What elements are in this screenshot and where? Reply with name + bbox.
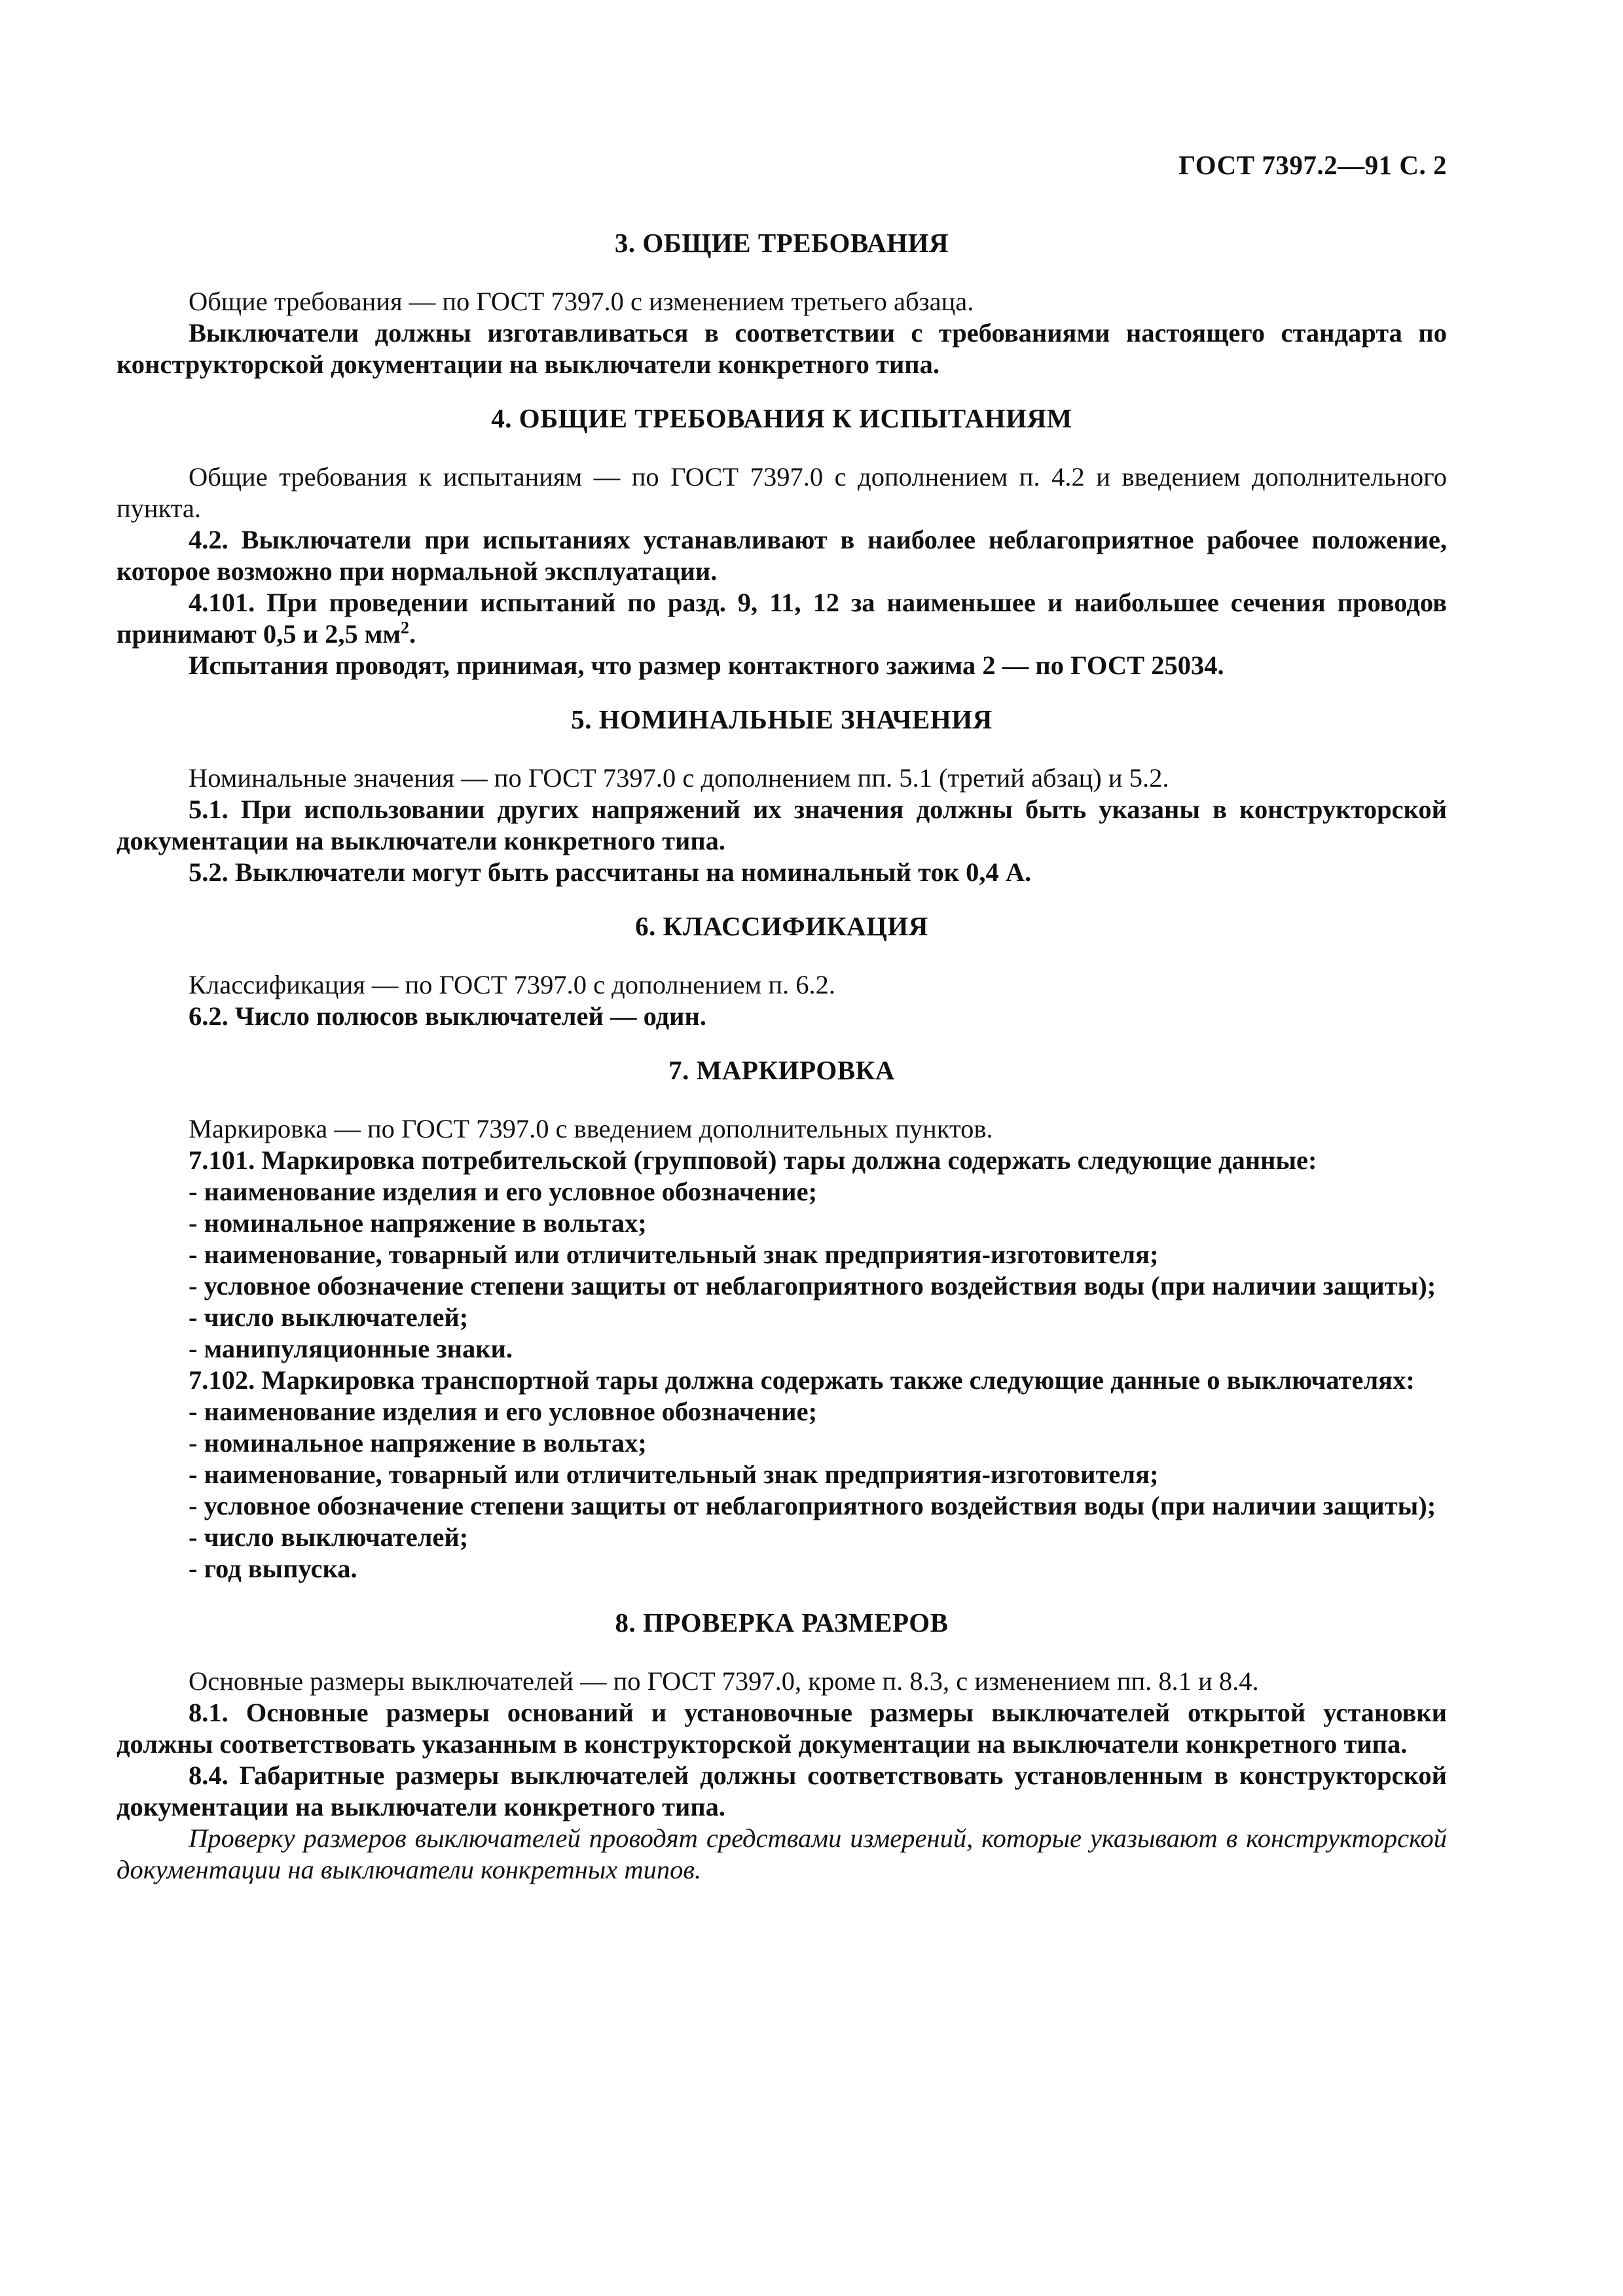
paragraph: 8.4. Габаритные размеры выключателей должны соответствовать установленным в конструкторской документации на выключатели конкретного типа. [117, 1761, 1447, 1821]
paragraph: 6.2. Число полюсов выключателей — один. [189, 1001, 706, 1031]
list-item: - наименование, товарный или отличительный знак предприятия-изготовителя; [189, 1460, 1159, 1489]
paragraph: Испытания проводят, принимая, что размер контактного зажима 2 — по ГОСТ 25034. [189, 651, 1224, 680]
paragraph: Классификация — по ГОСТ 7397.0 с дополнением п. 6.2. [189, 970, 836, 999]
paragraph-text: 4.101. При проведении испытаний по разд. 9, 11, 12 за наименьшее и наибольшее сечения проводов принимают 0,5 и 2,5 мм [117, 588, 1447, 649]
list-item: - условное обозначение степени защиты от неблагоприятного воздействия воды (при наличии защиты); [189, 1491, 1436, 1520]
paragraph: Общие требования — по ГОСТ 7397.0 с изменением третьего абзаца. [189, 287, 974, 316]
paragraph: Общие требования к испытаниям — по ГОСТ 7397.0 с дополнением п. 4.2 и введением дополнительного пункта. [117, 462, 1447, 523]
paragraph: Выключатели должны изготавливаться в соответствии с требованиями настоящего стандарта по конструкторской документации на выключатели конкретного типа. [117, 318, 1447, 379]
section-title: 4. ОБЩИЕ ТРЕБОВАНИЯ К ИСПЫТАНИЯМ [491, 403, 1072, 433]
paragraph: Основные размеры выключателей — по ГОСТ 7397.0, кроме п. 8.3, с изменением пп. 8.1 и 8.4. [189, 1666, 1259, 1696]
paragraph: 5.1. При использовании других напряжений их значения должны быть указаны в конструкторской документации на выключатели конкретного типа. [117, 795, 1447, 855]
section-title: 5. НОМИНАЛЬНЫЕ ЗНАЧЕНИЯ [571, 704, 993, 734]
section-5 [117, 702, 1447, 888]
paragraph: 7.101. Маркировка потребительской (групповой) тары должна содержать следующие данные: [189, 1145, 1317, 1175]
paragraph: Номинальные значения — по ГОСТ 7397.0 с дополнением пп. 5.1 (третий абзац) и 5.2. [189, 763, 1169, 793]
section-title: 7. МАРКИРОВКА [668, 1055, 895, 1085]
document-page [117, 0, 1447, 2296]
list-item: - число выключателей; [189, 1522, 469, 1552]
section-title: 8. ПРОВЕРКА РАЗМЕРОВ [615, 1607, 949, 1638]
paragraph: 5.2. Выключатели могут быть рассчитаны на номинальный ток 0,4 А. [189, 857, 1032, 887]
section-title: 6. КЛАССИФИКАЦИЯ [635, 911, 928, 941]
paragraph: 4.2. Выключатели при испытаниях устанавливают в наиболее неблагоприятное рабочее положение, которое возможно при нормальной эксплуатации. [117, 525, 1447, 586]
document-body [117, 226, 1447, 1886]
section-6 [117, 909, 1447, 1032]
paragraph: Маркировка — по ГОСТ 7397.0 с введением дополнительных пунктов. [189, 1114, 993, 1143]
section-title: 3. ОБЩИЕ ТРЕБОВАНИЯ [614, 228, 949, 258]
paragraph-italic: Проверку размеров выключателей проводят средствами измерений, которые указывают в конструкторской документации на выключатели конкретных типов. [117, 1823, 1447, 1884]
list-item: - наименование, товарный или отличительный знак предприятия-изготовителя; [189, 1240, 1159, 1269]
section-3 [117, 226, 1447, 380]
page-header: ГОСТ 7397.2—91 С. 2 [1178, 150, 1447, 180]
list-item: - номинальное напряжение в вольтах; [189, 1428, 647, 1458]
paragraph-with-superscript [117, 587, 1447, 650]
section-4 [117, 401, 1447, 681]
section-8 [117, 1605, 1447, 1886]
paragraph: 8.1. Основные размеры оснований и установочные размеры выключателей открытой установки должны соответствовать указанным в конструкторской документации на выключатели конкретного типа. [117, 1698, 1447, 1759]
list-item: - наименование изделия и его условное обозначение; [189, 1397, 818, 1426]
list-item: - год выпуска. [189, 1554, 357, 1583]
paragraph: 7.102. Маркировка транспортной тары должна содержать также следующие данные о выключателях: [189, 1365, 1415, 1395]
list-item: - условное обозначение степени защиты от неблагоприятного воздействия воды (при наличии защиты); [189, 1271, 1436, 1300]
section-7 [117, 1053, 1447, 1585]
list-item: - манипуляционные знаки. [189, 1334, 513, 1363]
paragraph-tail: . [409, 619, 416, 649]
list-item: - число выключателей; [189, 1302, 469, 1332]
list-item: - наименование изделия и его условное обозначение; [189, 1177, 818, 1206]
superscript: 2 [401, 618, 409, 637]
list-item: - номинальное напряжение в вольтах; [189, 1208, 647, 1238]
